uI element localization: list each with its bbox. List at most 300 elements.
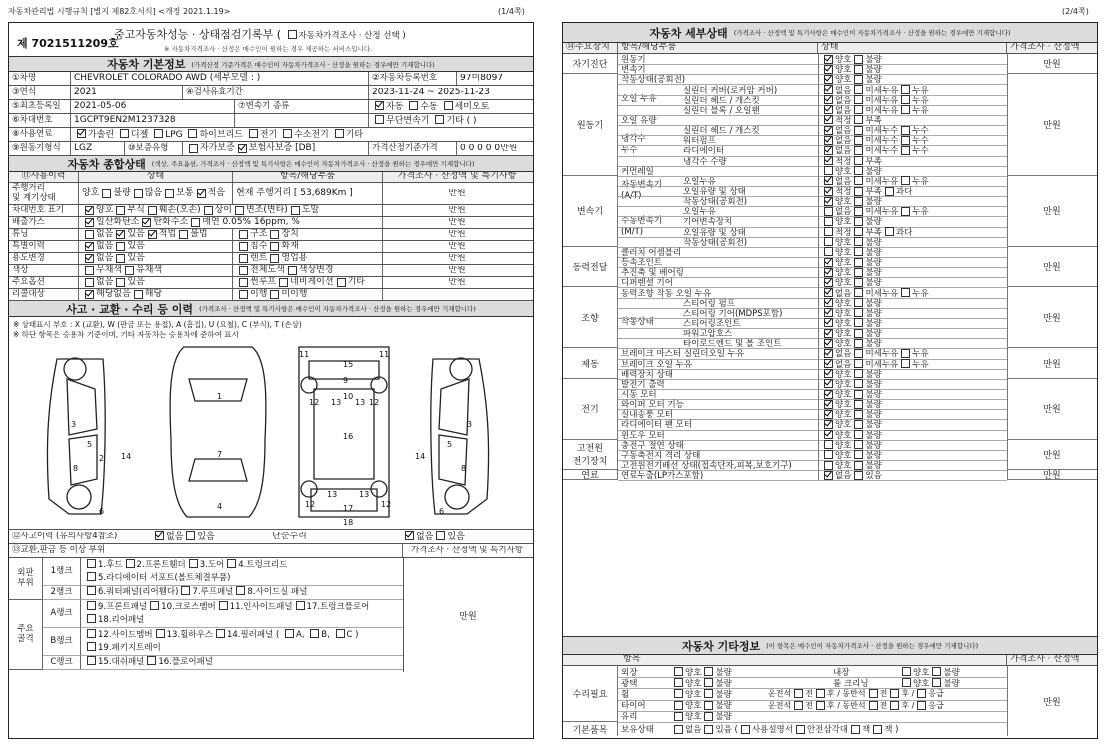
empty-checkbox[interactable] xyxy=(125,266,134,275)
empty-checkbox[interactable] xyxy=(239,230,248,239)
state-checkbox[interactable] xyxy=(824,126,833,135)
empty-checkbox[interactable] xyxy=(816,701,825,710)
checked-checkbox[interactable] xyxy=(85,254,94,263)
state-checkbox[interactable] xyxy=(824,268,833,277)
detail-state: 양호 불량 xyxy=(821,277,1007,287)
empty-checkbox[interactable] xyxy=(87,572,96,581)
diagram-part-label: 10 xyxy=(343,392,354,401)
exchange-price-header: 가격조사 · 산정액 및 특기사항 xyxy=(410,545,524,555)
state-checkbox[interactable] xyxy=(901,146,910,155)
detail-state: 없음 미세누수 누수 xyxy=(821,135,1007,145)
empty-checkbox[interactable] xyxy=(189,559,198,568)
summary-item: 현재 주행거리 [ 53,689Km ] xyxy=(233,183,383,204)
checked-checkbox[interactable] xyxy=(85,242,94,251)
exchange-title: ⑬교환,판금 등 이상 부위 xyxy=(9,544,403,557)
state-checkbox[interactable] xyxy=(885,187,894,196)
other-checkbox[interactable] xyxy=(932,667,941,676)
empty-checkbox[interactable] xyxy=(235,206,244,215)
state-checkbox[interactable] xyxy=(901,85,910,94)
empty-checkbox[interactable] xyxy=(375,115,384,124)
exchange-item: 19.패키지트레이 xyxy=(84,642,161,655)
state-checkbox[interactable] xyxy=(854,471,863,480)
empty-checkbox[interactable] xyxy=(335,129,344,138)
diagram-part-label: 3 xyxy=(71,420,77,429)
diagram-part-label: 13 xyxy=(331,398,342,407)
detail-state: 양호 불량 xyxy=(821,267,1007,277)
other-price: 만원 xyxy=(1007,666,1097,736)
detail-item: 오일 유량 xyxy=(621,115,657,126)
empty-checkbox[interactable] xyxy=(120,129,129,138)
state-checkbox[interactable] xyxy=(854,298,863,307)
detail-state: 양호 불량 xyxy=(821,338,1007,348)
accident-yes-checkbox[interactable] xyxy=(186,531,195,540)
other-checkbox[interactable] xyxy=(902,667,911,676)
exchange-item: 1.후드 xyxy=(84,559,123,572)
detail-state: 양호 불량 xyxy=(821,409,1007,419)
detail-state: 없음 미세누유 누유 xyxy=(821,206,1007,216)
empty-checkbox[interactable] xyxy=(188,129,197,138)
detail-subitem: 작동상태(공회전) xyxy=(683,197,748,208)
state-checkbox[interactable] xyxy=(854,308,863,317)
other-checkbox[interactable] xyxy=(674,689,683,698)
empty-checkbox[interactable] xyxy=(216,629,225,638)
empty-checkbox[interactable] xyxy=(796,725,805,734)
state-checkbox[interactable] xyxy=(854,115,863,124)
state-checkbox[interactable] xyxy=(854,217,863,226)
empty-checkbox[interactable] xyxy=(116,254,125,263)
other-item-state: 양호 불량 xyxy=(671,677,765,688)
empty-checkbox[interactable] xyxy=(116,206,125,215)
detail-item-group: 오일 누유 xyxy=(621,94,657,105)
checked-checkbox[interactable] xyxy=(85,206,94,215)
diagram-part-label: 17 xyxy=(343,504,354,513)
detail-subitem: 오일유량 및 상태 xyxy=(683,187,746,198)
state-checkbox[interactable] xyxy=(854,318,863,327)
state-checkbox[interactable] xyxy=(854,136,863,145)
empty-checkbox[interactable] xyxy=(869,689,878,698)
simple-repair-options: 없음 있음 xyxy=(399,531,519,543)
summary-price: 만원 xyxy=(448,253,466,263)
detail-group-price: 만원 xyxy=(1007,247,1097,288)
empty-checkbox[interactable] xyxy=(239,290,248,299)
state-checkbox[interactable] xyxy=(824,247,833,256)
accident-none-checkbox[interactable] xyxy=(155,531,164,540)
detail-title: 자동차 세부상태 (가격조사 · 산정액 및 특기사항은 매수인이 자동차가격조사 · 산정을 원하는 경우에만 기재합니다) xyxy=(563,23,1097,43)
other-header xyxy=(563,655,1097,666)
detail-item: 연료누출(LP가스포함) xyxy=(621,471,704,482)
detail-header-cell: ⑭주요장치 xyxy=(563,43,618,53)
checked-checkbox[interactable] xyxy=(116,230,125,239)
detail-item: 동력조향 작동 오일 누유 xyxy=(621,288,712,299)
summary-item: 렌트 영업용 xyxy=(233,253,383,264)
empty-checkbox[interactable] xyxy=(816,689,825,698)
detail-state: 없음 미세누수 누수 xyxy=(821,145,1007,155)
empty-checkbox[interactable] xyxy=(285,629,294,638)
other-header-cell: 항목 xyxy=(563,655,1007,665)
detail-subitem: 라디에이터 xyxy=(683,146,725,157)
state-checkbox[interactable] xyxy=(824,450,833,459)
empty-checkbox[interactable] xyxy=(444,101,453,110)
empty-checkbox[interactable] xyxy=(270,290,279,299)
state-checkbox[interactable] xyxy=(824,55,833,64)
exchange-header xyxy=(9,544,533,558)
state-checkbox[interactable] xyxy=(854,400,863,409)
summary-state: 해당없음 해당 xyxy=(79,289,233,300)
empty-checkbox[interactable] xyxy=(154,129,163,138)
empty-checkbox[interactable] xyxy=(191,218,200,227)
empty-checkbox[interactable] xyxy=(85,230,94,239)
empty-checkbox[interactable] xyxy=(227,559,236,568)
diagram-part-label: 6 xyxy=(439,507,445,516)
diagram-part-label: 9 xyxy=(343,376,349,385)
basic-items-sub: 보유상태 xyxy=(621,725,654,735)
summary-row xyxy=(9,183,533,205)
empty-checkbox[interactable] xyxy=(270,254,279,263)
state-checkbox[interactable] xyxy=(824,471,833,480)
empty-checkbox[interactable] xyxy=(279,278,288,287)
empty-checkbox[interactable] xyxy=(204,206,213,215)
state-checkbox[interactable] xyxy=(824,318,833,327)
diagram-part-label: 5 xyxy=(447,440,453,449)
state-checkbox[interactable] xyxy=(854,440,863,449)
document-subnote: ※ 자동차가격조사 · 산정은 매수인이 원하는 경우 제공하는 서비스입니다. xyxy=(164,45,373,53)
summary-header-cell: ⑪사용이력 xyxy=(9,172,79,182)
state-checkbox[interactable] xyxy=(854,95,863,104)
detail-state: 없음 미세누유 누유 xyxy=(821,348,1007,358)
detail-state: 없음 미세누유 누유 xyxy=(821,95,1007,105)
reg-no-label: ②자동차등록번호 xyxy=(369,72,457,85)
state-checkbox[interactable] xyxy=(854,105,863,114)
other-item-state: 양호 불량 xyxy=(671,688,765,699)
detail-state: 양호 불량 xyxy=(821,308,1007,318)
summary-item: 구조 장치 xyxy=(233,229,383,240)
other-checkbox[interactable] xyxy=(704,667,713,676)
empty-checkbox[interactable] xyxy=(270,230,279,239)
empty-checkbox[interactable] xyxy=(890,701,899,710)
summary-label: 색상 xyxy=(9,265,79,276)
detail-state: 양호 불량 xyxy=(821,318,1007,328)
exchange-price: 만원 xyxy=(403,558,532,672)
detail-group-price: 만원 xyxy=(1007,176,1097,247)
state-checkbox[interactable] xyxy=(854,227,863,236)
empty-checkbox[interactable] xyxy=(873,725,882,734)
other-checkbox[interactable] xyxy=(704,678,713,687)
detail-state: 양호 불량 xyxy=(821,328,1007,338)
empty-checkbox[interactable] xyxy=(179,230,188,239)
state-checkbox[interactable] xyxy=(854,156,863,165)
detail-group-price: 만원 xyxy=(1007,74,1097,176)
checked-checkbox[interactable] xyxy=(142,218,151,227)
summary-price: 만원 xyxy=(448,188,466,198)
summary-row xyxy=(9,253,533,265)
detail-state: 양호 불량 xyxy=(821,166,1007,176)
column-line xyxy=(818,54,819,480)
empty-checkbox[interactable] xyxy=(85,266,94,275)
detail-item-group: 자동변속기 (A/T) xyxy=(621,180,663,202)
state-checkbox[interactable] xyxy=(854,268,863,277)
detail-state: 없음 있음 xyxy=(821,470,1007,480)
detail-group-label: 전기 xyxy=(563,379,618,440)
simple-repair-label: 단순수리 xyxy=(272,531,307,541)
empty-checkbox[interactable] xyxy=(87,586,96,595)
state-checkbox[interactable] xyxy=(854,359,863,368)
empty-checkbox[interactable] xyxy=(851,725,860,734)
empty-checkbox[interactable] xyxy=(102,189,111,198)
empty-checkbox[interactable] xyxy=(165,189,174,198)
state-checkbox[interactable] xyxy=(901,349,910,358)
state-checkbox[interactable] xyxy=(901,288,910,297)
empty-checkbox[interactable] xyxy=(917,689,926,698)
state-checkbox[interactable] xyxy=(854,207,863,216)
empty-checkbox[interactable] xyxy=(147,656,156,665)
state-checkbox[interactable] xyxy=(854,75,863,84)
empty-checkbox[interactable] xyxy=(87,601,96,610)
empty-checkbox[interactable] xyxy=(917,701,926,710)
detail-subitem: 실린더 커버(로커암 커버) xyxy=(683,85,778,96)
detail-state: 양호 불량 xyxy=(821,460,1007,470)
detail-group-label: 조향 xyxy=(563,287,618,348)
empty-checkbox[interactable] xyxy=(794,689,803,698)
state-checkbox[interactable] xyxy=(854,339,863,348)
empty-checkbox[interactable] xyxy=(148,206,157,215)
state-checkbox[interactable] xyxy=(854,430,863,439)
empty-checkbox[interactable] xyxy=(236,586,245,595)
other-item-2: 룸 크리닝 xyxy=(833,678,869,689)
empty-checkbox[interactable] xyxy=(85,278,94,287)
empty-checkbox[interactable] xyxy=(741,725,750,734)
state-checkbox[interactable] xyxy=(824,258,833,267)
detail-group-label: 동력전달 xyxy=(563,247,618,288)
other-checkbox[interactable] xyxy=(932,678,941,687)
summary-header xyxy=(9,172,533,183)
state-checkbox[interactable] xyxy=(824,217,833,226)
exchange-group-label: 외판 부위 xyxy=(9,558,43,600)
state-checkbox[interactable] xyxy=(824,187,833,196)
state-checkbox[interactable] xyxy=(854,410,863,419)
year-label: ③연식 xyxy=(9,86,71,99)
simple-yes-checkbox[interactable] xyxy=(436,531,445,540)
checked-checkbox[interactable] xyxy=(148,230,157,239)
state-checkbox[interactable] xyxy=(824,440,833,449)
empty-checkbox[interactable] xyxy=(249,129,258,138)
summary-header-cell: 상태 xyxy=(79,172,233,182)
checked-checkbox[interactable] xyxy=(197,189,206,198)
state-checkbox[interactable] xyxy=(854,369,863,378)
empty-checkbox[interactable] xyxy=(87,629,96,638)
state-checkbox[interactable] xyxy=(901,359,910,368)
simple-none-checkbox[interactable] xyxy=(405,531,414,540)
state-checkbox[interactable] xyxy=(854,126,863,135)
empty-checkbox[interactable] xyxy=(239,278,248,287)
state-checkbox[interactable] xyxy=(824,237,833,246)
checked-checkbox[interactable] xyxy=(85,290,94,299)
empty-checkbox[interactable] xyxy=(337,278,346,287)
other-checkbox[interactable] xyxy=(674,678,683,687)
exchange-items xyxy=(81,558,403,586)
state-checkbox[interactable] xyxy=(854,450,863,459)
exchange-item: 17.트렁크플로어 xyxy=(293,601,370,614)
state-checkbox[interactable] xyxy=(854,390,863,399)
exchange-item: 13.휠하우스 xyxy=(153,629,213,642)
engine-label: ⑨원동기형식 xyxy=(9,142,71,155)
empty-checkbox[interactable] xyxy=(219,601,228,610)
state-checkbox[interactable] xyxy=(824,207,833,216)
detail-group-label: 자기진단 xyxy=(563,54,618,74)
detail-state: 없음 미세누유 누유 xyxy=(821,287,1007,297)
empty-checkbox[interactable] xyxy=(283,129,292,138)
other-checkbox[interactable] xyxy=(674,667,683,676)
empty-checkbox[interactable] xyxy=(134,189,143,198)
empty-checkbox[interactable] xyxy=(296,601,305,610)
empty-checkbox[interactable] xyxy=(116,278,125,287)
other-checkbox[interactable] xyxy=(704,712,713,721)
empty-checkbox[interactable] xyxy=(87,642,96,651)
state-checkbox[interactable] xyxy=(824,227,833,236)
detail-item-group: 작동상태 xyxy=(621,317,654,328)
state-checkbox[interactable] xyxy=(824,156,833,165)
checked-checkbox[interactable] xyxy=(238,144,247,153)
detail-group-price: 만원 xyxy=(1007,287,1097,348)
empty-checkbox[interactable] xyxy=(336,629,345,638)
detail-group-label: 원동기 xyxy=(563,74,618,176)
state-checkbox[interactable] xyxy=(901,207,910,216)
detail-subitem: 실린더 헤드 / 개스킷 xyxy=(683,95,760,106)
state-checkbox[interactable] xyxy=(854,237,863,246)
exchange-group-label: 주요 골격 xyxy=(9,600,43,670)
other-checkbox[interactable] xyxy=(902,678,911,687)
state-checkbox[interactable] xyxy=(901,95,910,104)
summary-row xyxy=(9,205,533,217)
document-title: 중고자동차성능 · 상태점검기록부 ( 자동차가격조사 · 산정 선택 ) xyxy=(114,28,406,41)
state-checkbox[interactable] xyxy=(824,176,833,185)
engine: LGZ xyxy=(71,142,125,155)
empty-checkbox[interactable] xyxy=(239,254,248,263)
empty-checkbox[interactable] xyxy=(310,629,319,638)
empty-checkbox[interactable] xyxy=(87,559,96,568)
state-checkbox[interactable] xyxy=(824,115,833,124)
state-checkbox[interactable] xyxy=(854,197,863,206)
detail-item: 추진축 및 베어링 xyxy=(621,268,684,279)
detail-item: 충전구 절연 상태 xyxy=(621,440,684,451)
other-checkbox[interactable] xyxy=(674,712,683,721)
state-checkbox[interactable] xyxy=(854,461,863,470)
other-item-state: 양호 불량 xyxy=(671,666,765,677)
empty-checkbox[interactable] xyxy=(270,242,279,251)
checked-checkbox[interactable] xyxy=(375,101,384,110)
empty-checkbox[interactable] xyxy=(126,559,135,568)
empty-checkbox[interactable] xyxy=(87,656,96,665)
checked-checkbox[interactable] xyxy=(77,129,86,138)
empty-checkbox[interactable] xyxy=(890,689,899,698)
price-service-checkbox[interactable] xyxy=(288,30,297,39)
state-checkbox[interactable] xyxy=(885,227,894,236)
other-checkbox[interactable] xyxy=(704,689,713,698)
empty-checkbox[interactable] xyxy=(239,266,248,275)
state-checkbox[interactable] xyxy=(824,329,833,338)
state-checkbox[interactable] xyxy=(901,105,910,114)
detail-group-label: 고전원 전기장치 xyxy=(563,440,618,470)
empty-checkbox[interactable] xyxy=(869,701,878,710)
state-checkbox[interactable] xyxy=(854,146,863,155)
legend-line-1: ※ 상태표시 부호 : X (교환), W (판금 또는 용접), A (흠집), U (요철), C (부식), T (손상) xyxy=(13,320,302,329)
detail-state: 양호 불량 xyxy=(821,196,1007,206)
state-checkbox[interactable] xyxy=(854,278,863,287)
state-checkbox[interactable] xyxy=(901,126,910,135)
empty-checkbox[interactable] xyxy=(116,242,125,251)
state-checkbox[interactable] xyxy=(824,430,833,439)
state-checkbox[interactable] xyxy=(824,65,833,74)
basic-info-title: 자동차 기본정보 (가격산정 기준가격은 매수인이 자동차가격조사 · 산정을 원하는 경우에만 기재합니다) xyxy=(9,57,533,72)
exchange-item: 3.도어 xyxy=(186,559,225,572)
state-checkbox[interactable] xyxy=(854,65,863,74)
detail-group-price: 만원 xyxy=(1007,348,1097,378)
empty-checkbox[interactable] xyxy=(288,266,297,275)
diagram-part-label: 13 xyxy=(327,490,338,499)
state-checkbox[interactable] xyxy=(854,329,863,338)
warranty-options: 자가보증 보험사보증 [DB] xyxy=(183,142,369,155)
diagram-part-label: 11 xyxy=(299,350,310,359)
empty-checkbox[interactable] xyxy=(189,144,198,153)
exchange-item: 7.루프패널 xyxy=(178,586,233,599)
other-header-cell: 가격조사 · 산정액 xyxy=(1010,655,1080,665)
other-item: 광택 xyxy=(621,678,638,689)
empty-checkbox[interactable] xyxy=(134,290,143,299)
empty-checkbox[interactable] xyxy=(156,629,165,638)
state-checkbox[interactable] xyxy=(854,85,863,94)
state-checkbox[interactable] xyxy=(901,176,910,185)
empty-checkbox[interactable] xyxy=(435,115,444,124)
state-checkbox[interactable] xyxy=(854,166,863,175)
state-checkbox[interactable] xyxy=(854,247,863,256)
state-checkbox[interactable] xyxy=(854,187,863,196)
detail-group-price: 만원 xyxy=(1007,440,1097,470)
other-item: 유리 xyxy=(621,712,638,723)
detail-state: 양호 불량 xyxy=(821,389,1007,399)
state-checkbox[interactable] xyxy=(854,258,863,267)
state-checkbox[interactable] xyxy=(824,461,833,470)
state-checkbox[interactable] xyxy=(824,197,833,206)
empty-checkbox[interactable] xyxy=(704,725,713,734)
summary-item: 전체도색 색상변경 xyxy=(233,265,383,276)
state-checkbox[interactable] xyxy=(854,176,863,185)
state-checkbox[interactable] xyxy=(824,379,833,388)
state-checkbox[interactable] xyxy=(854,379,863,388)
empty-checkbox[interactable] xyxy=(409,101,418,110)
other-checkbox[interactable] xyxy=(704,701,713,710)
empty-checkbox[interactable] xyxy=(181,586,190,595)
detail-item: 클러치 어셈블리 xyxy=(621,247,682,258)
state-checkbox[interactable] xyxy=(854,288,863,297)
empty-checkbox[interactable] xyxy=(291,206,300,215)
checked-checkbox[interactable] xyxy=(85,218,94,227)
other-checkbox[interactable] xyxy=(674,701,683,710)
empty-checkbox[interactable] xyxy=(150,601,159,610)
state-checkbox[interactable] xyxy=(854,420,863,429)
empty-checkbox[interactable] xyxy=(794,701,803,710)
car-name: CHEVROLET COLORADO AWD (세부모델 : ) xyxy=(71,72,369,85)
state-checkbox[interactable] xyxy=(901,136,910,145)
empty-checkbox[interactable] xyxy=(674,725,683,734)
detail-state: 양호 불량 xyxy=(821,440,1007,450)
state-checkbox[interactable] xyxy=(854,55,863,64)
empty-checkbox[interactable] xyxy=(239,242,248,251)
summary-label: 용도변경 xyxy=(9,253,79,264)
state-checkbox[interactable] xyxy=(824,390,833,399)
detail-subitem: 오일유량 및 상태 xyxy=(683,227,746,238)
state-checkbox[interactable] xyxy=(824,400,833,409)
state-checkbox[interactable] xyxy=(854,349,863,358)
empty-checkbox[interactable] xyxy=(87,614,96,623)
